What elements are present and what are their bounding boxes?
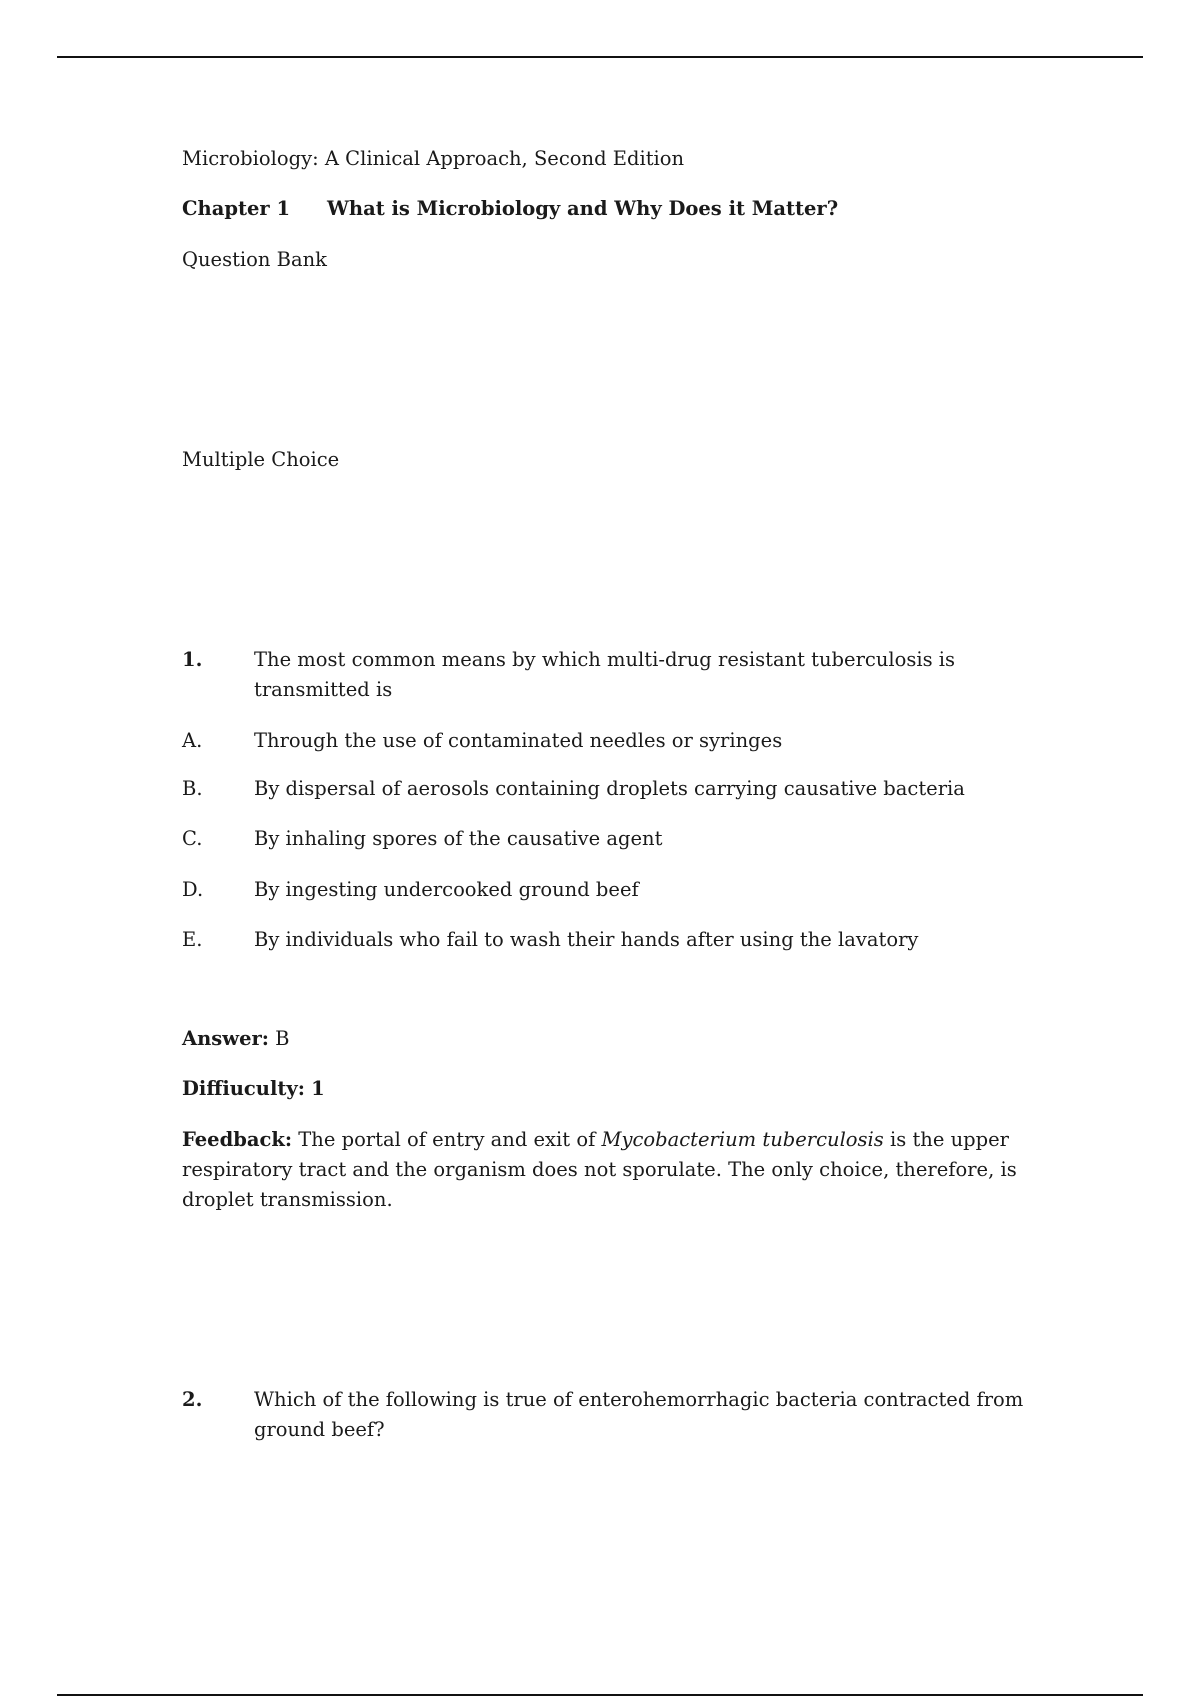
option-letter: D. xyxy=(182,878,204,901)
difficulty-value: 1 xyxy=(311,1077,325,1100)
option-text: By ingesting undercooked ground beef xyxy=(254,878,639,901)
difficulty-line xyxy=(182,1074,325,1104)
bottom-rule xyxy=(57,1694,1143,1696)
option-text: By inhaling spores of the causative agent xyxy=(254,827,663,850)
chapter-title: What is Microbiology and Why Does it Matter? xyxy=(327,197,839,220)
feedback-paragraph xyxy=(182,1125,1062,1215)
answer-line xyxy=(182,1024,290,1054)
option-letter: B. xyxy=(182,777,203,800)
answer-label: Answer: xyxy=(182,1027,269,1050)
question-bank-label: Question Bank xyxy=(182,248,327,271)
option-letter: E. xyxy=(182,928,203,951)
feedback-organism: Mycobacterium tuberculosis xyxy=(601,1128,884,1151)
difficulty-label: Diffiuculty: xyxy=(182,1077,305,1100)
feedback-text-start: The portal of entry and exit of xyxy=(298,1128,596,1151)
option-text: By dispersal of aerosols containing droplets carrying causative bacteria xyxy=(254,777,965,800)
section-label: Multiple Choice xyxy=(182,448,340,471)
feedback-text-end: is the upper respiratory tract and the organism does not sporulate. The only choice, therefore, is droplet transmission. xyxy=(182,1128,1017,1211)
top-rule xyxy=(57,56,1143,58)
option-letter: A. xyxy=(182,729,203,752)
question-number: 1. xyxy=(182,648,203,671)
question-number: 2. xyxy=(182,1388,203,1411)
book-title: Microbiology: A Clinical Approach, Second Edition xyxy=(182,147,685,170)
question-text: The most common means by which multi-drug resistant tuberculosis is transmitted is xyxy=(254,648,956,701)
chapter-label: Chapter 1 xyxy=(182,197,291,220)
question-text: Which of the following is true of enterohemorrhagic bacteria contracted from ground beef? xyxy=(254,1388,1024,1441)
feedback-label: Feedback: xyxy=(182,1128,293,1151)
option-text: By individuals who fail to wash their hands after using the lavatory xyxy=(254,928,919,951)
option-text: Through the use of contaminated needles or syringes xyxy=(254,729,783,752)
answer-value: B xyxy=(275,1027,290,1050)
option-letter: C. xyxy=(182,827,203,850)
